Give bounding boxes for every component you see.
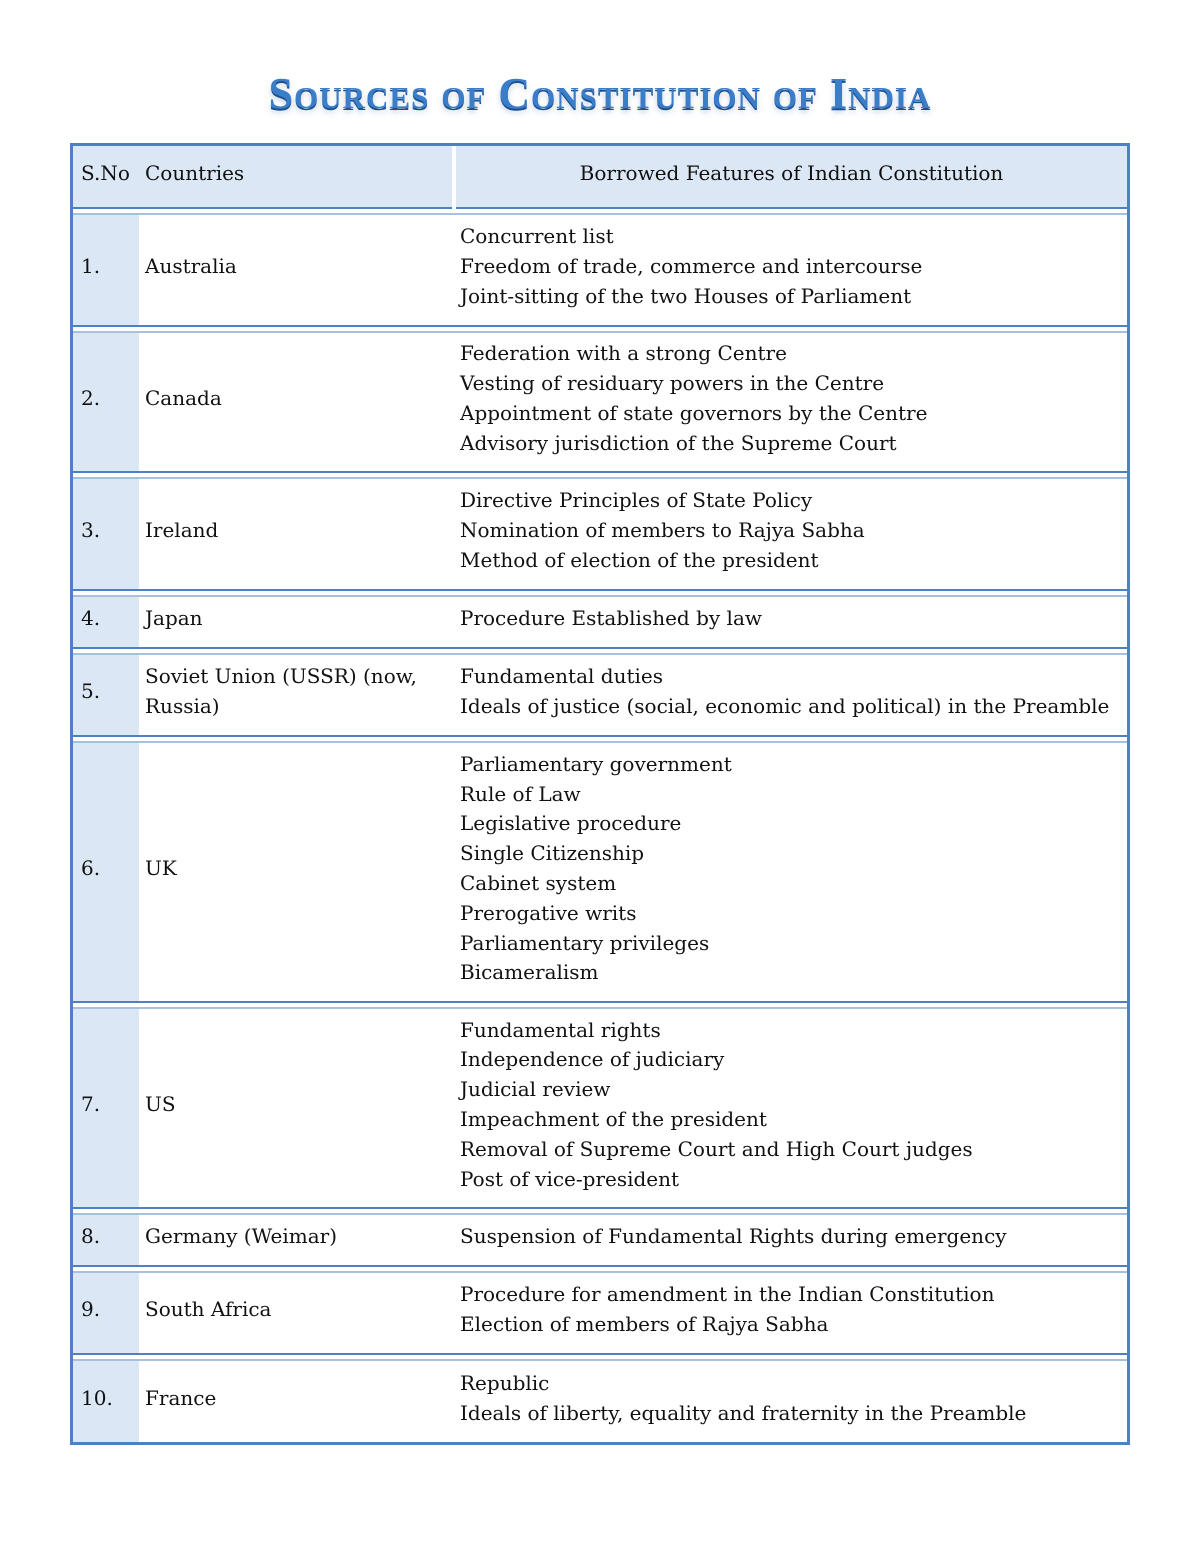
- table-row: [73, 736, 1127, 1002]
- feature-item: Federation with a strong Centre: [460, 341, 787, 366]
- feature-item: Concurrent list: [460, 224, 614, 249]
- row-features: [454, 648, 1127, 736]
- sources-table-grid: [73, 146, 1127, 1442]
- feature-item: Removal of Supreme Court and High Court judges: [460, 1136, 973, 1161]
- row-sno: 6.: [73, 736, 139, 1002]
- row-country: Australia: [139, 208, 454, 326]
- row-sno: 4.: [73, 590, 139, 648]
- feature-item: Appointment of state governors by the Centre: [460, 401, 928, 425]
- feature-item: Suspension of Fundamental Rights during emergency: [460, 1224, 1007, 1249]
- header-sno: S.No: [73, 146, 139, 208]
- row-country: US: [139, 1002, 454, 1208]
- row-features: [454, 1208, 1127, 1266]
- table-row: [73, 472, 1127, 590]
- feature-item: Rule of Law: [460, 781, 581, 806]
- row-sno: 1.: [73, 208, 139, 326]
- header-countries: Countries: [139, 146, 454, 208]
- feature-item: Election of members of Rajya Sabha: [460, 1312, 829, 1336]
- row-country: Germany (Weimar): [139, 1208, 454, 1266]
- feature-item: Fundamental rights: [460, 1017, 661, 1042]
- feature-item: Republic: [460, 1370, 550, 1395]
- table-row: [73, 648, 1127, 736]
- row-features: [454, 326, 1127, 472]
- row-sno: 7.: [73, 1002, 139, 1208]
- row-sno: 3.: [73, 472, 139, 590]
- row-features: [454, 1002, 1127, 1208]
- feature-item: Parliamentary government: [460, 751, 732, 776]
- row-country: Soviet Union (USSR) (now, Russia): [139, 648, 454, 736]
- row-sno: 5.: [73, 648, 139, 736]
- feature-item: Judicial review: [460, 1077, 611, 1102]
- feature-item: Bicameralism: [460, 960, 599, 985]
- row-features: [454, 1354, 1127, 1442]
- header-features: Borrowed Features of Indian Constitution: [454, 146, 1127, 208]
- feature-item: Nomination of members to Rajya Sabha: [460, 518, 865, 543]
- row-country: South Africa: [139, 1266, 454, 1354]
- feature-item: Impeachment of the president: [460, 1107, 767, 1131]
- feature-item: Method of election of the president: [460, 547, 819, 572]
- row-sno: 10.: [73, 1354, 139, 1442]
- row-country: UK: [139, 736, 454, 1002]
- feature-item: Parliamentary privileges: [460, 930, 710, 955]
- feature-item: Procedure Established by law: [460, 606, 762, 631]
- page-title: Sources of Constitution of India: [268, 69, 932, 118]
- feature-item: Single Citizenship: [460, 841, 645, 866]
- table-row: [73, 1002, 1127, 1208]
- feature-item: Directive Principles of State Policy: [460, 488, 813, 513]
- row-country: Ireland: [139, 472, 454, 590]
- table-row: [73, 590, 1127, 648]
- feature-item: Post of vice-president: [460, 1166, 680, 1191]
- row-sno: 9.: [73, 1266, 139, 1354]
- feature-item: Joint-sitting of the two Houses of Parliament: [460, 283, 912, 308]
- table-row: [73, 1354, 1127, 1442]
- feature-item: Advisory jurisdiction of the Supreme Court: [460, 430, 897, 455]
- row-country: France: [139, 1354, 454, 1442]
- feature-item: Independence of judiciary: [460, 1047, 725, 1072]
- row-sno: 2.: [73, 326, 139, 472]
- table-header-row: [73, 146, 1127, 208]
- table-row: [73, 208, 1127, 326]
- feature-item: Freedom of trade, commerce and intercourse: [460, 254, 923, 279]
- feature-item: Ideals of liberty, equality and fraternity in the Preamble: [460, 1400, 1027, 1425]
- row-sno: 8.: [73, 1208, 139, 1266]
- row-country: Japan: [139, 590, 454, 648]
- feature-item: Fundamental duties: [460, 664, 663, 689]
- feature-item: Procedure for amendment in the Indian Constitution: [460, 1282, 995, 1307]
- row-features: [454, 736, 1127, 1002]
- table-row: [73, 326, 1127, 472]
- feature-item: Prerogative writs: [460, 900, 637, 925]
- feature-item: Vesting of residuary powers in the Centre: [460, 371, 885, 396]
- row-features: [454, 1266, 1127, 1354]
- feature-item: Legislative procedure: [460, 811, 682, 836]
- row-country: Canada: [139, 326, 454, 472]
- feature-item: Cabinet system: [460, 871, 617, 895]
- row-features: [454, 472, 1127, 590]
- table-row: [73, 1266, 1127, 1354]
- table-row: [73, 1208, 1127, 1266]
- feature-item: Ideals of justice (social, economic and political) in the Preamble: [460, 694, 1110, 718]
- row-features: [454, 208, 1127, 326]
- row-features: [454, 590, 1127, 648]
- sources-table: [70, 143, 1130, 1445]
